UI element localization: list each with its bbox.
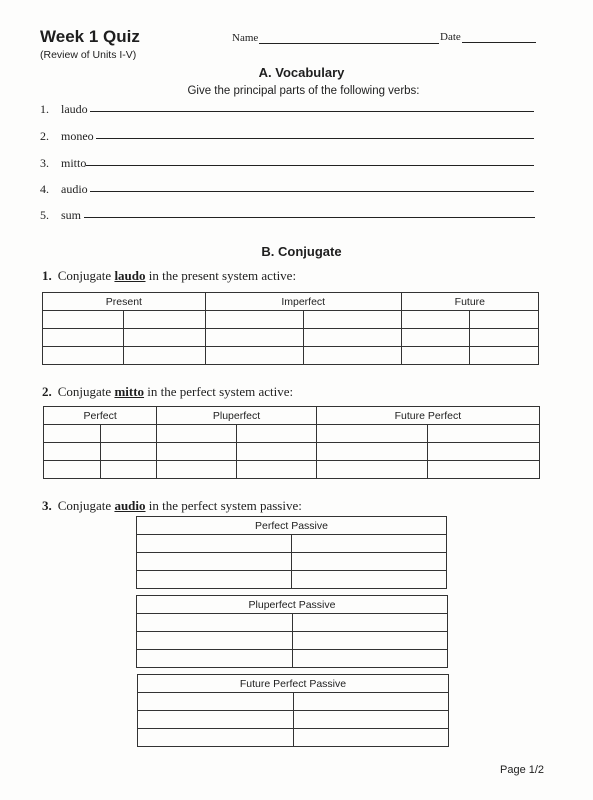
answer-cell[interactable]	[157, 461, 237, 479]
answer-cell[interactable]	[470, 329, 539, 347]
table-row	[137, 553, 447, 571]
question-number: 2.	[42, 384, 52, 399]
page-subtitle: (Review of Units I-V)	[40, 49, 137, 61]
answer-cell[interactable]	[316, 425, 428, 443]
vocab-item	[40, 182, 88, 197]
answer-cell[interactable]	[44, 461, 101, 479]
answer-cell[interactable]	[291, 535, 446, 553]
vocab-answer-line[interactable]	[90, 111, 534, 112]
answer-cell[interactable]	[291, 553, 446, 571]
vocab-number: 1.	[40, 102, 49, 116]
prompt-text: in the perfect system active:	[144, 384, 294, 399]
vocab-item	[40, 129, 94, 144]
question-number: 3.	[42, 498, 52, 513]
table-row	[44, 443, 540, 461]
answer-cell[interactable]	[291, 571, 446, 589]
conjugate-heading: B. Conjugate	[261, 244, 342, 259]
vocab-word: sum	[61, 208, 82, 222]
table-row	[138, 693, 449, 711]
prompt-text: in the present system active:	[145, 268, 297, 283]
conjugation-table-perfect-system	[43, 406, 540, 479]
table-row	[43, 347, 539, 365]
table-row	[43, 329, 539, 347]
table-header: Pluperfect Passive	[137, 596, 448, 614]
vocab-word: mitto	[61, 156, 87, 170]
answer-cell[interactable]	[137, 535, 292, 553]
vocabulary-heading: A. Vocabulary	[258, 65, 345, 80]
pluperfect-passive-table	[136, 595, 448, 668]
table-header: Perfect Passive	[137, 517, 447, 535]
verb-word: mitto	[114, 384, 145, 399]
prompt-text: Conjugate	[57, 498, 115, 513]
prompt-text: in the perfect system passive:	[145, 498, 302, 513]
vocab-word: audio	[61, 182, 88, 196]
column-header: Imperfect	[205, 293, 401, 311]
answer-cell[interactable]	[316, 443, 428, 461]
table-row	[44, 461, 540, 479]
answer-cell[interactable]	[205, 329, 303, 347]
answer-cell[interactable]	[293, 693, 449, 711]
vocab-answer-line[interactable]	[86, 165, 534, 166]
column-header: Perfect	[44, 407, 157, 425]
date-label: Date	[440, 31, 461, 43]
answer-cell[interactable]	[124, 329, 205, 347]
answer-cell[interactable]	[237, 425, 317, 443]
answer-cell[interactable]	[470, 311, 539, 329]
page-title: Week 1 Quiz	[40, 27, 140, 46]
vocab-number: 4.	[40, 182, 49, 196]
table-row	[137, 571, 447, 589]
vocab-number: 5.	[40, 208, 49, 222]
vocab-answer-line[interactable]	[90, 191, 534, 192]
answer-cell[interactable]	[157, 443, 237, 461]
answer-cell[interactable]	[138, 729, 294, 747]
answer-cell[interactable]	[100, 443, 157, 461]
answer-cell[interactable]	[100, 461, 157, 479]
vocabulary-instructions: Give the principal parts of the following verbs:	[187, 85, 420, 97]
table-row	[137, 632, 448, 650]
verb-word: laudo	[114, 268, 146, 283]
answer-cell[interactable]	[124, 347, 205, 365]
answer-cell[interactable]	[303, 329, 401, 347]
vocab-word: laudo	[61, 102, 88, 116]
answer-cell[interactable]	[428, 443, 540, 461]
answer-cell[interactable]	[303, 311, 401, 329]
answer-cell[interactable]	[138, 693, 294, 711]
answer-cell[interactable]	[137, 632, 293, 650]
page-number: Page 1/2	[500, 764, 545, 776]
name-label: Name	[232, 32, 259, 44]
answer-cell[interactable]	[293, 729, 449, 747]
answer-cell[interactable]	[237, 443, 317, 461]
prompt-text: Conjugate	[57, 268, 115, 283]
column-header: Present	[43, 293, 206, 311]
table-header: Future Perfect Passive	[138, 675, 449, 693]
answer-cell[interactable]	[316, 461, 428, 479]
answer-cell[interactable]	[137, 553, 292, 571]
future-perfect-passive-table	[137, 674, 449, 747]
vocab-item	[40, 156, 86, 171]
answer-cell[interactable]	[124, 311, 205, 329]
answer-cell[interactable]	[157, 425, 237, 443]
answer-cell[interactable]	[401, 347, 470, 365]
perfect-passive-table	[136, 516, 447, 589]
column-header: Future Perfect	[316, 407, 539, 425]
answer-cell[interactable]	[43, 311, 124, 329]
answer-cell[interactable]	[292, 614, 448, 632]
table-row	[137, 650, 448, 668]
answer-cell[interactable]	[100, 425, 157, 443]
prompt-text: Conjugate	[57, 384, 115, 399]
answer-cell[interactable]	[303, 347, 401, 365]
answer-cell[interactable]	[137, 571, 292, 589]
question-2-prompt	[42, 384, 293, 400]
answer-cell[interactable]	[401, 329, 470, 347]
question-3-prompt	[42, 498, 302, 514]
answer-cell[interactable]	[43, 347, 124, 365]
answer-cell[interactable]	[470, 347, 539, 365]
verb-word: audio	[114, 498, 146, 513]
answer-cell[interactable]	[138, 711, 294, 729]
conjugation-table-present-system	[42, 292, 539, 365]
column-header: Pluperfect	[157, 407, 317, 425]
answer-cell[interactable]	[428, 425, 540, 443]
answer-cell[interactable]	[401, 311, 470, 329]
answer-cell[interactable]	[205, 311, 303, 329]
vocab-answer-line[interactable]	[96, 138, 534, 139]
answer-cell[interactable]	[292, 650, 448, 668]
vocab-item	[40, 102, 88, 117]
date-field[interactable]	[462, 42, 536, 43]
answer-cell[interactable]	[205, 347, 303, 365]
question-1-prompt	[42, 268, 296, 284]
column-header: Future	[401, 293, 538, 311]
answer-cell[interactable]	[293, 711, 449, 729]
answer-cell[interactable]	[137, 650, 293, 668]
answer-cell[interactable]	[44, 443, 101, 461]
question-number: 1.	[42, 268, 52, 283]
table-row	[138, 711, 449, 729]
vocab-word: moneo	[61, 129, 94, 143]
answer-cell[interactable]	[43, 329, 124, 347]
answer-cell[interactable]	[292, 632, 448, 650]
answer-cell[interactable]	[237, 461, 317, 479]
vocab-number: 3.	[40, 156, 49, 170]
name-field[interactable]	[259, 43, 439, 44]
vocab-item	[40, 208, 81, 223]
answer-cell[interactable]	[428, 461, 540, 479]
table-row	[43, 311, 539, 329]
table-row	[44, 425, 540, 443]
vocab-answer-line[interactable]	[84, 217, 535, 218]
table-row	[137, 535, 447, 553]
vocab-number: 2.	[40, 129, 49, 143]
answer-cell[interactable]	[44, 425, 101, 443]
answer-cell[interactable]	[137, 614, 293, 632]
table-row	[137, 614, 448, 632]
table-row	[138, 729, 449, 747]
